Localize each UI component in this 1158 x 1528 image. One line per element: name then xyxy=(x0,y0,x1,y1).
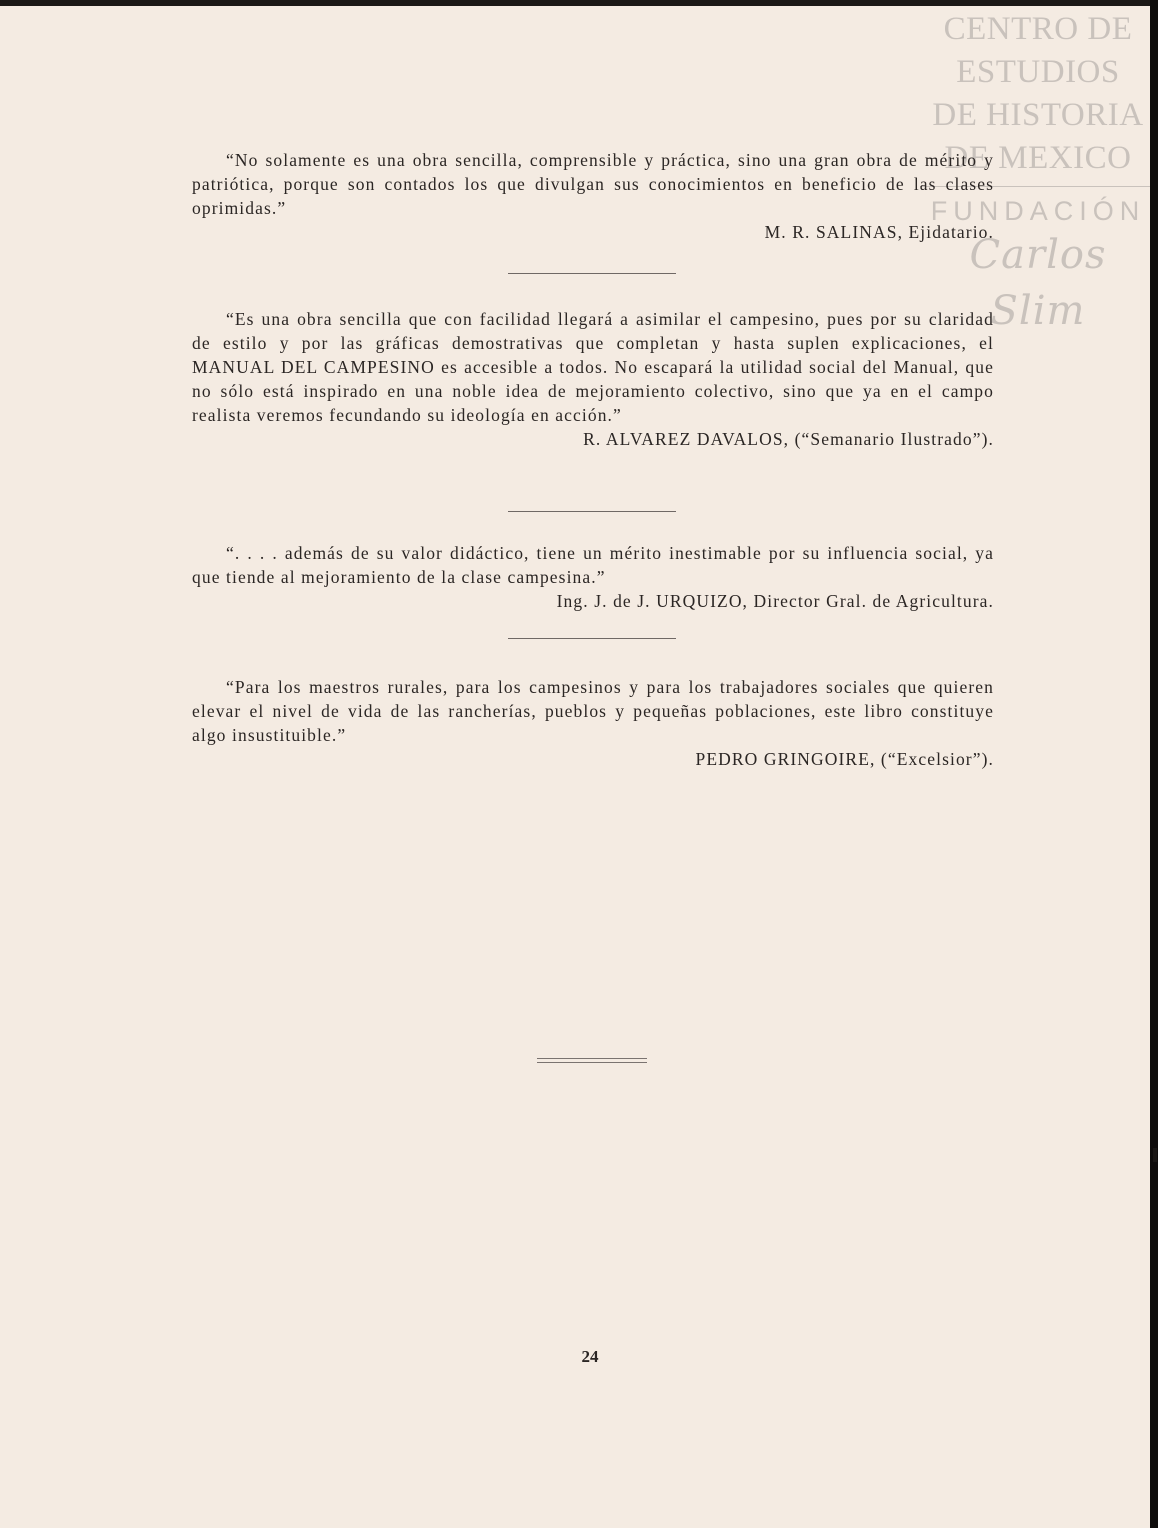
scan-mark xyxy=(1153,1148,1157,1162)
page-number: 24 xyxy=(581,1347,599,1366)
watermark-foundation: FUNDACIÓN xyxy=(930,196,1146,226)
separator-rule xyxy=(508,638,676,639)
quote-attribution: Ing. J. de J. URQUIZO, Director Gral. de Agricultura. xyxy=(556,591,994,611)
watermark-line: DE HISTORIA xyxy=(932,97,1144,133)
watermark-signature: Carlos Slim xyxy=(969,232,1107,334)
quote-block xyxy=(192,148,994,244)
watermark-line: DE MEXICO xyxy=(944,140,1132,176)
scan-edge xyxy=(1150,0,1158,1528)
watermark-line: CENTRO DE xyxy=(943,11,1133,47)
watermark-line: ESTUDIOS xyxy=(956,54,1120,90)
quote-attribution: PEDRO GRINGOIRE, (“Excelsior”). xyxy=(695,749,994,769)
closing-ornament xyxy=(537,1058,647,1066)
quote-block xyxy=(192,307,994,451)
separator-rule xyxy=(508,511,676,512)
document-page xyxy=(0,6,1150,1528)
quote-attribution: M. R. SALINAS, Ejidatario. xyxy=(764,222,994,242)
quote-text: “. . . . además de su valor didáctico, tiene un mérito inestimable por su influencia social, ya que tiende al mejoramiento de la clase campesina.” xyxy=(192,543,994,587)
quote-attribution: R. ALVAREZ DAVALOS, (“Semanario Ilustrado”). xyxy=(583,429,994,449)
quote-text: “No solamente es una obra sencilla, comprensible y práctica, sino una gran obra de mérito y patriótica, porque son contados los que divulgan sus conocimientos en beneficio de las clases oprimidas.” xyxy=(192,150,994,218)
separator-rule xyxy=(508,273,676,274)
quote-block xyxy=(192,675,994,771)
quote-block xyxy=(192,541,994,613)
quote-text: “Es una obra sencilla que con facilidad llegará a asimilar el campesino, pues por su claridad de estilo y por las gráficas demostrativas que completan y hasta suplen explicaciones, el MANUAL DEL CAMPESINO es accesible a todos. No escapará la utilidad social del Manual, que no sólo está inspirado en una noble idea de mejoramiento colectivo, sino que ya en el campo realista veremos fecundando su ideología en acción.” xyxy=(192,309,994,425)
quote-text: “Para los maestros rurales, para los campesinos y para los trabajadores sociales que quieren elevar el nivel de vida de las rancherías, pueblos y pequeñas poblaciones, este libro constituye algo insustituible.” xyxy=(192,677,994,745)
